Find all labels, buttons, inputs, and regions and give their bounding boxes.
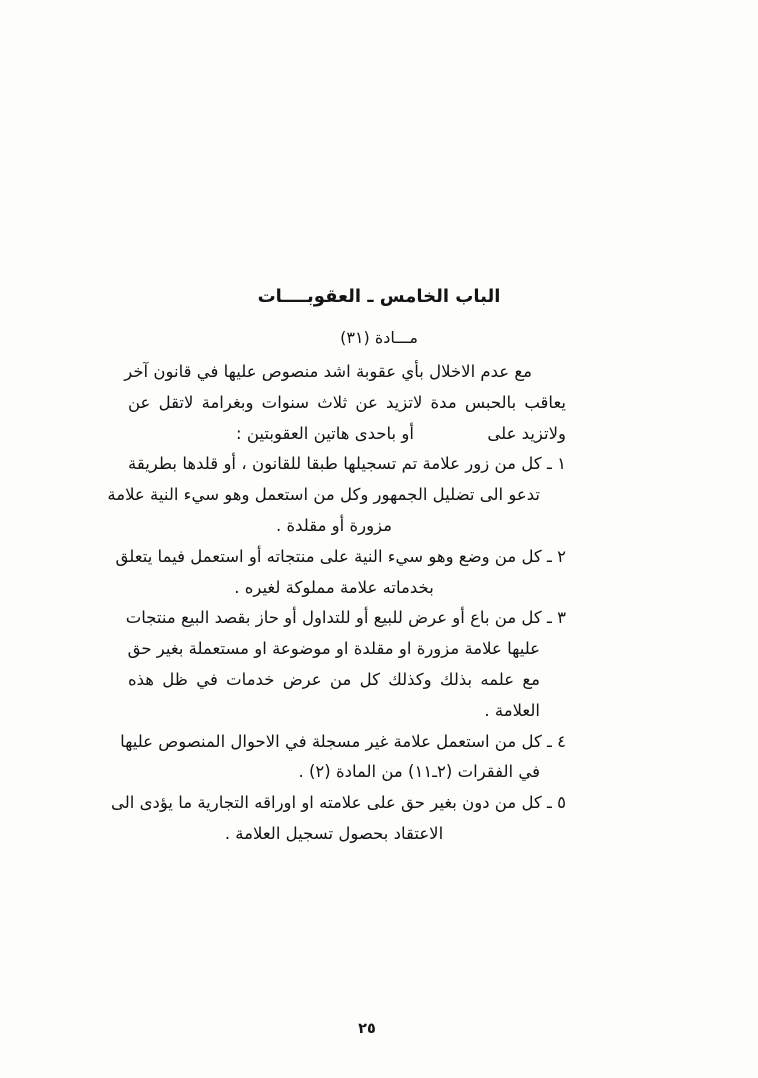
text-line: مزورة أو مقلدة . [275,515,392,535]
article-body [107,357,566,850]
text-line: يعاقب بالحبس مدة لاتزيد عن ثلاث سنوات وبغرامة لاتقل عن [128,392,566,412]
penalty-item-1 [107,449,566,541]
text-line: ١ ـ كل من زور علامة تم تسجيلها طبقا للقانون ، أو قلدها بطريقة [128,454,566,474]
page-number: ٢٥ [358,1021,376,1037]
penalty-item-3 [125,603,566,726]
text-line: عليها علامة مزورة او مقلدة او موضوعة او مستعملة بغير حق [127,639,540,659]
text-line: ٢ ـ كل من وضع وهو سيء النية على منتجاته أو استعمل فيما يتعلق [115,546,566,566]
text-line: ٤ ـ كل من استعمل علامة غير مسجلة في الاحوال المنصوص عليها [120,731,566,751]
penalty-item-2 [115,542,566,604]
intro-paragraph [124,357,566,449]
text-line: ٥ ـ كل من دون بغير حق على علامته او اوراقه التجارية ما يؤدى الى [110,793,566,813]
text-line: الاعتقاد بحصول تسجيل العلامة . [224,823,444,843]
text-line: بخدماته علامة مملوكة لغيره . [234,577,434,597]
chapter-title: الباب الخامس ـ العقوبــــات [257,286,501,307]
text-line: في الفقرات ⁦(٢ـ١١)⁩ من المادة (٢) . [298,762,540,782]
text-line: العلامة . [484,700,540,720]
text-line: ولاتزيد على أو باحدى هاتين العقوبتين : [236,423,566,443]
text-line: تدعو الى تضليل الجمهور وكل من استعمل وهو سيء النية علامة [107,485,540,505]
text-line: مع عدم الاخلال بأي عقوبة اشد منصوص عليها في قانون آخر [124,362,532,381]
penalty-item-5 [110,788,566,850]
text-line: مع علمه بذلك وكذلك كل من عرض خدمات في ظل هذه [128,669,540,689]
text-line: ٣ ـ كل من باع أو عرض للبيع أو للتداول أو حاز بقصد البيع منتجات [125,608,566,628]
penalty-item-4 [120,727,566,789]
article-number-heading: مـــادة (٣١) [340,328,418,347]
